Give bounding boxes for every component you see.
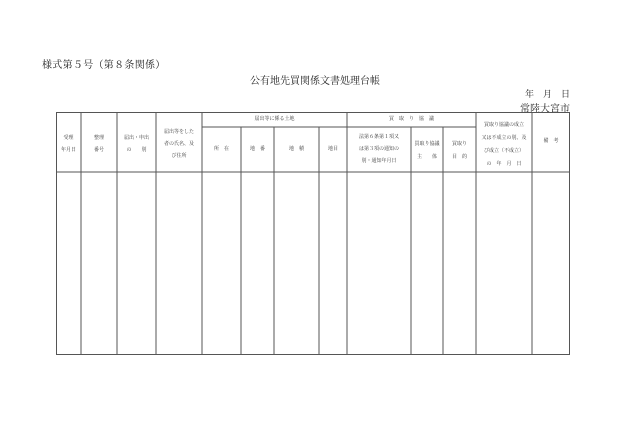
header-purpose: 買取り 目 的 bbox=[451, 141, 467, 160]
header-land-area: 地 積 bbox=[288, 146, 304, 152]
header-land-location: 所 在 bbox=[213, 146, 229, 152]
header-purchase-group: 買 取 り 協 議 bbox=[388, 116, 434, 122]
city-name: 常陸大宮市 bbox=[520, 104, 570, 115]
ledger-table bbox=[56, 112, 570, 355]
date-line: 年 月 日 bbox=[524, 90, 570, 100]
header-land-group: 届出等に係る土地 bbox=[254, 116, 295, 122]
header-notice-date: 法第６条第１項又 は第３項の通知の 別・通知年月日 bbox=[358, 134, 399, 164]
form-number: 様式第５号（第８条関係） bbox=[42, 60, 166, 71]
header-applicant: 届出等をした 者の氏名、及 び住所 bbox=[163, 129, 194, 159]
header-receipt-date: 受理 年月日 bbox=[60, 135, 76, 153]
header-outcome: 買取り協議の成立 又は不成立の別、及 び成立（不成立） の 年 月 日 bbox=[481, 122, 527, 167]
header-land-lot: 地 番 bbox=[249, 146, 265, 152]
header-purchaser: 買取り協議 主 体 bbox=[414, 141, 440, 160]
header-registration-number: 整理 番号 bbox=[93, 135, 104, 153]
header-land-category: 地目 bbox=[327, 146, 338, 152]
header-remarks: 備 考 bbox=[543, 138, 559, 144]
document-title: 公有地先買関係文書処理台帳 bbox=[250, 76, 380, 87]
header-notice-type: 届出・申出 の 別 bbox=[123, 135, 149, 153]
